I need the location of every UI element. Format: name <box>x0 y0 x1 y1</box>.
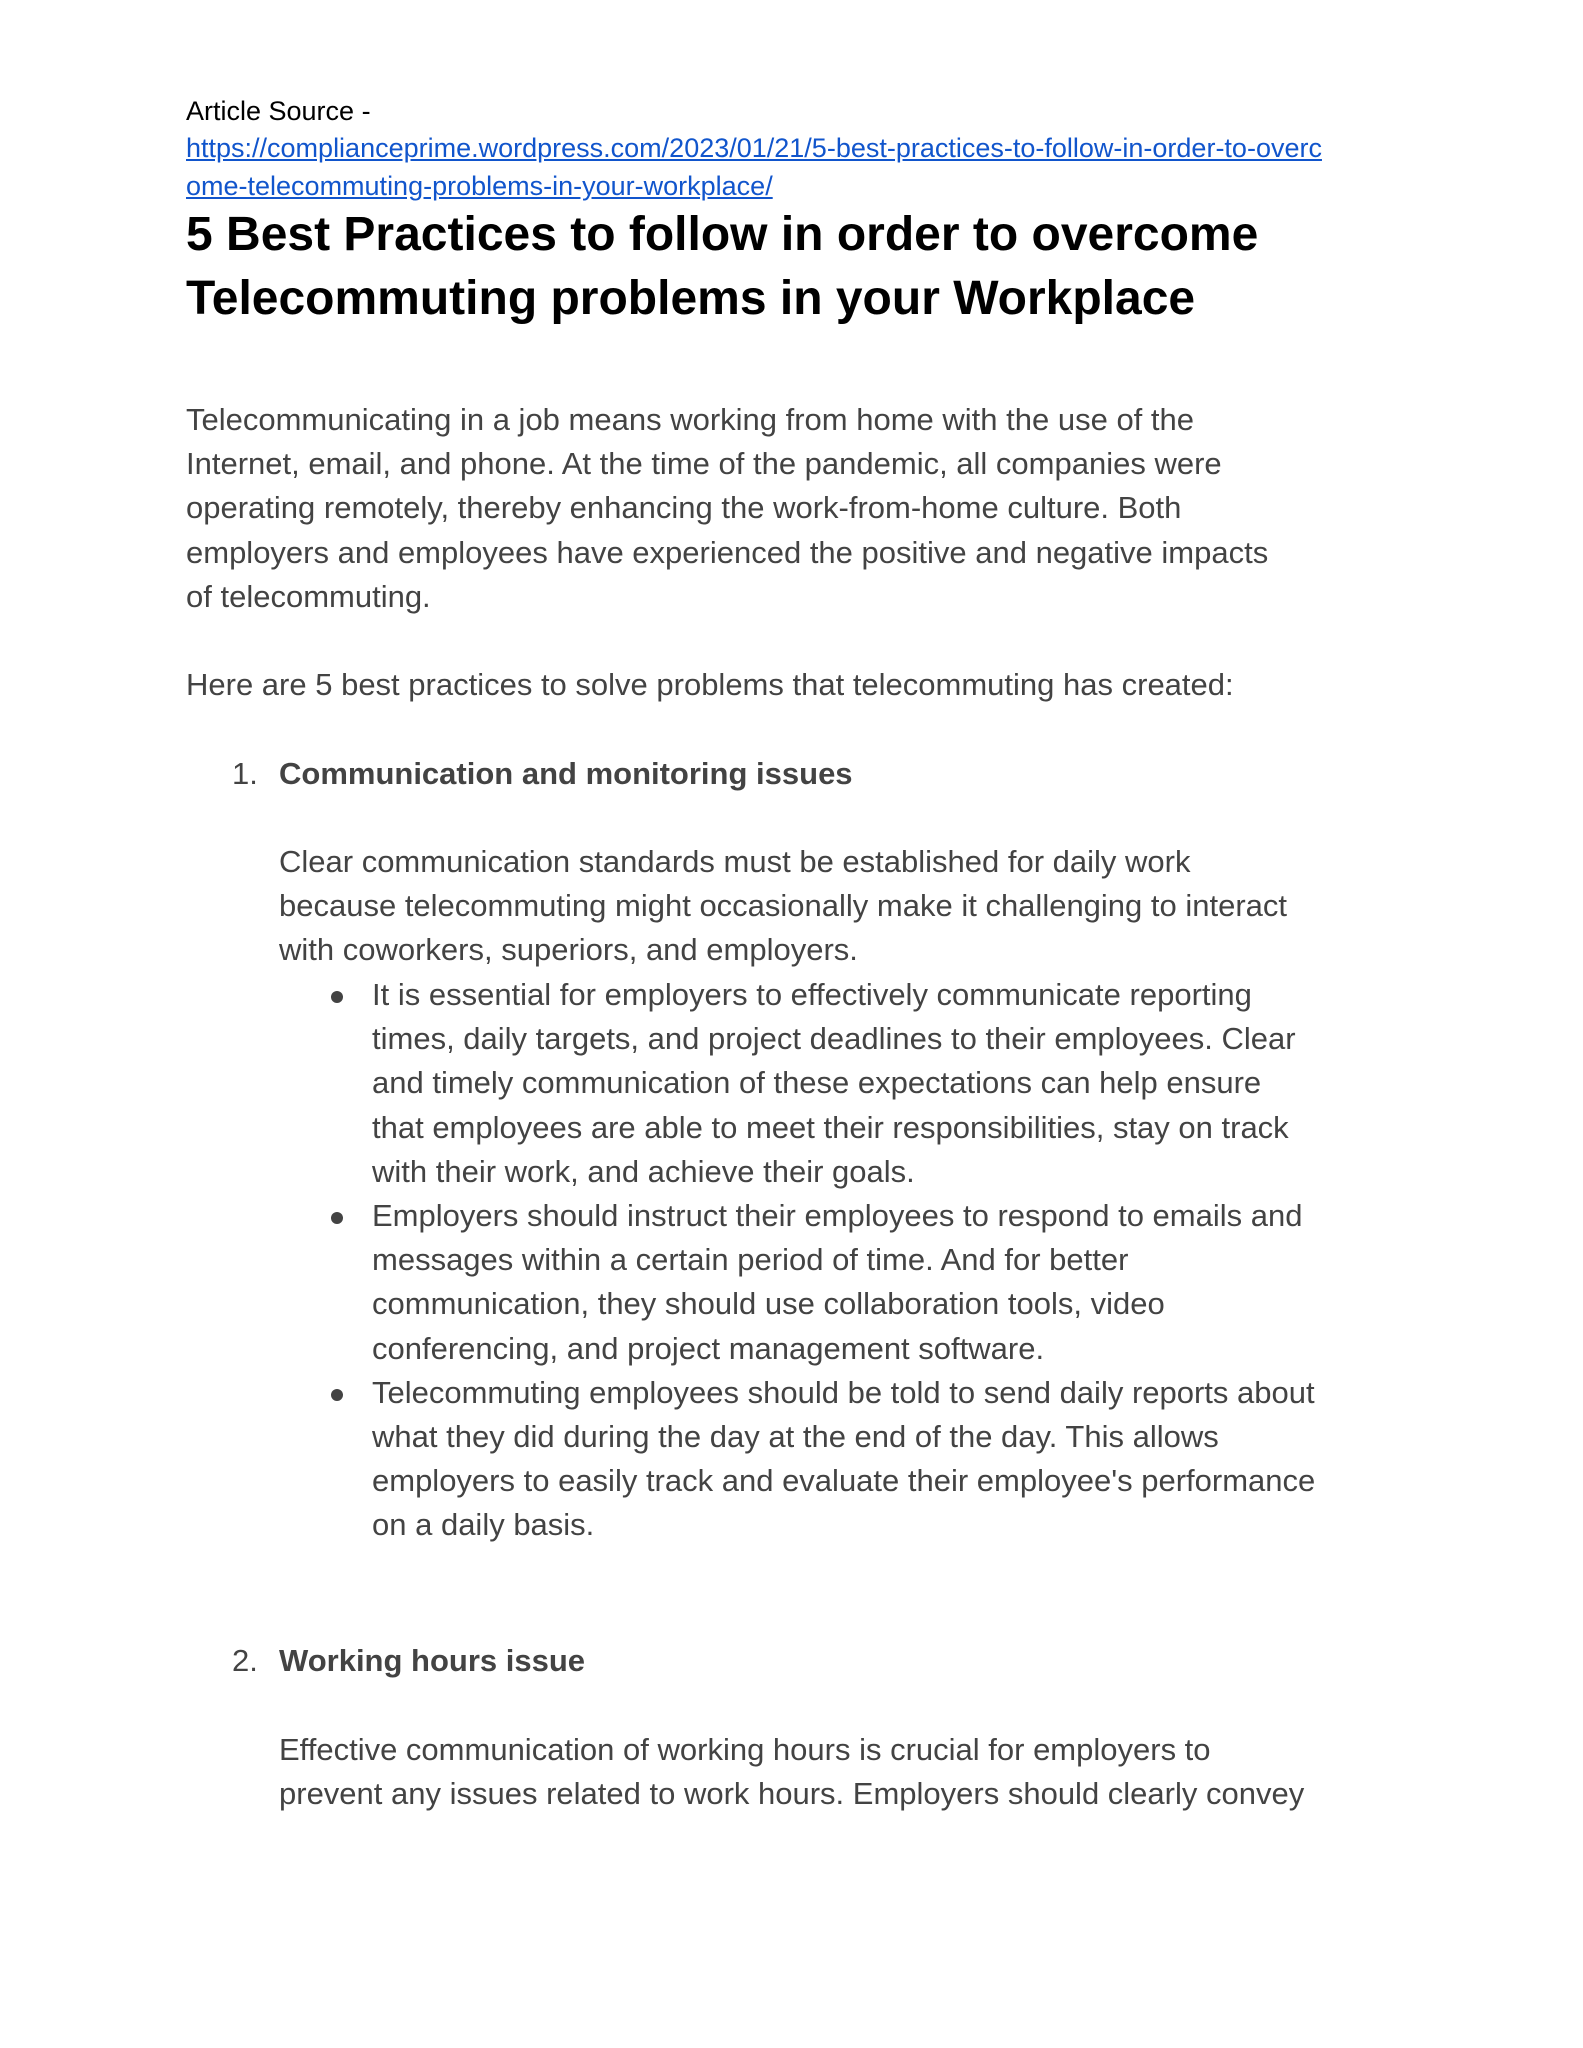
bullet-line: conferencing, and project management software. <box>372 1330 1045 1366</box>
list-heading-label: Communication and monitoring issues <box>279 756 853 791</box>
article-source-link-line-2[interactable]: ome-telecommuting-problems-in-your-workplace/ <box>186 171 773 201</box>
article-source-link-line-1[interactable]: https://complianceprime.wordpress.com/2023/01/21/5-best-practices-to-follow-in-order-to-overc <box>186 133 1322 163</box>
list-heading-label: Working hours issue <box>279 1643 586 1678</box>
bullet-line: employers to easily track and evaluate their employee's performance <box>372 1463 1316 1499</box>
paragraph-line: Clear communication standards must be established for daily work <box>279 844 1191 879</box>
bullet-line: with their work, and achieve their goals. <box>372 1153 915 1189</box>
bullet-line: times, daily targets, and project deadlines to their employees. Clear <box>372 1021 1296 1057</box>
bullet-dot-icon <box>331 1389 343 1401</box>
bullet-line: what they did during the day at the end of the day. This allows <box>372 1419 1219 1455</box>
document-title-line-1: 5 Best Practices to follow in order to overcome <box>186 208 1259 261</box>
list-item-2-paragraph <box>279 1728 1304 1816</box>
bullet-dot-icon <box>331 1212 343 1224</box>
bullet-line: on a daily basis. <box>372 1507 595 1543</box>
bullet-line: It is essential for employers to effectively communicate reporting <box>372 977 1252 1012</box>
intro-line: operating remotely, thereby enhancing the work-from-home culture. Both <box>186 490 1182 526</box>
bullet-item <box>279 1371 1315 1548</box>
paragraph-line: prevent any issues related to work hours. Employers should clearly convey <box>279 1776 1305 1812</box>
document-title-line-2: Telecommuting problems in your Workplace <box>186 272 1196 325</box>
document-title <box>186 203 1258 331</box>
intro-line: Internet, email, and phone. At the time of the pandemic, all companies were <box>186 446 1222 482</box>
bullet-line: that employees are able to meet their responsibilities, stay on track <box>372 1109 1289 1145</box>
intro-line: Telecommunicating in a job means working from home with the use of the <box>186 402 1194 437</box>
paragraph-line: because telecommuting might occasionally make it challenging to interact <box>279 888 1288 924</box>
lead-paragraph <box>186 663 1234 707</box>
paragraph-line: with coworkers, superiors, and employers. <box>279 932 858 968</box>
intro-paragraph <box>186 398 1268 619</box>
bullet-line: Telecommuting employees should be told to send daily reports about <box>372 1374 1315 1410</box>
bullet-dot-icon <box>331 991 343 1003</box>
intro-line: employers and employees have experienced the positive and negative impacts <box>186 534 1269 570</box>
list-item-1-paragraph <box>279 840 1287 973</box>
bullet-line: Employers should instruct their employees to respond to emails and <box>372 1198 1303 1234</box>
lead-text: Here are 5 best practices to solve problems that telecommuting has created: <box>186 667 1234 702</box>
list-number: 2. <box>232 1643 258 1678</box>
intro-line: of telecommuting. <box>186 578 431 614</box>
list-item-1-bullets <box>279 973 1315 1548</box>
bullet-line: and timely communication of these expectations can help ensure <box>372 1065 1262 1101</box>
paragraph-line: Effective communication of working hours is crucial for employers to <box>279 1732 1211 1767</box>
bullet-line: communication, they should use collaboration tools, video <box>372 1286 1165 1322</box>
article-source-link[interactable] <box>186 129 1386 205</box>
article-source-label: Article Source - <box>186 96 371 126</box>
bullet-item <box>279 1194 1315 1371</box>
list-number: 1. <box>232 756 258 791</box>
bullet-item <box>279 973 1315 1194</box>
bullet-line: messages within a certain period of time. And for better <box>372 1242 1129 1278</box>
